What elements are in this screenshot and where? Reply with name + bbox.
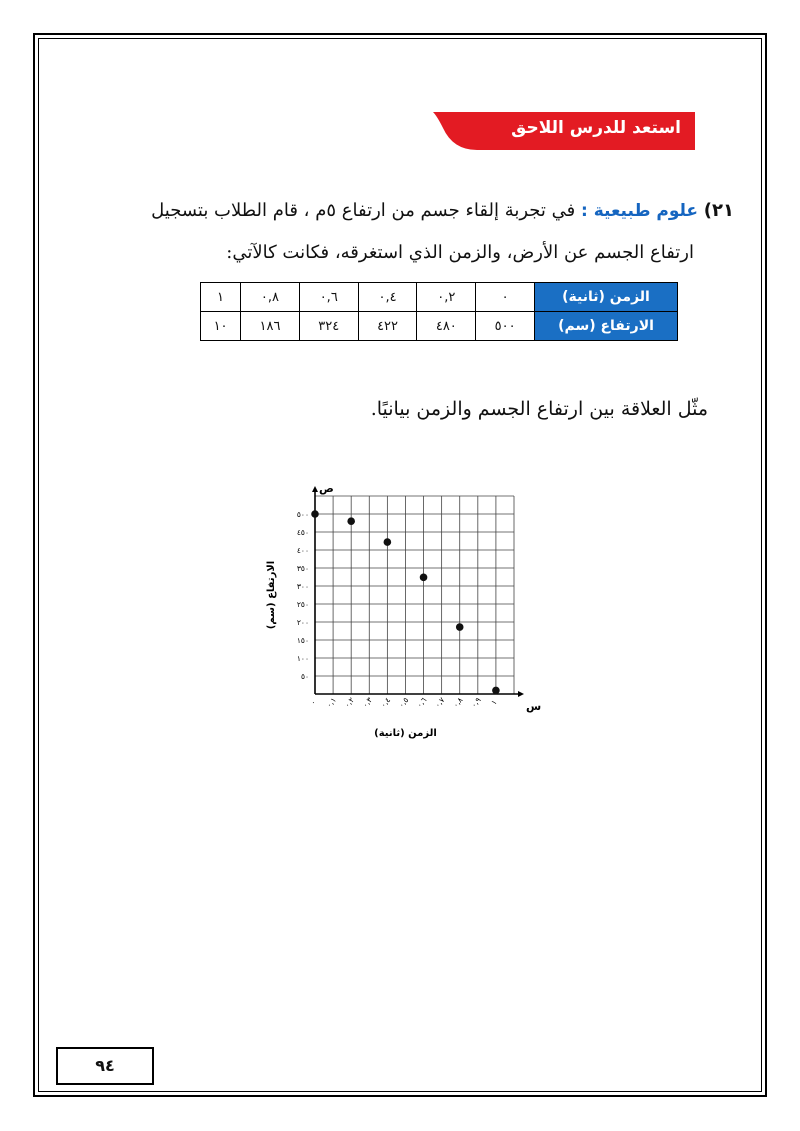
data-point: [311, 510, 319, 518]
next-lesson-banner: [433, 112, 695, 150]
x-tick-label: ٠,٣: [360, 695, 375, 710]
table-cell: ٠: [476, 283, 535, 312]
banner-title: استعد للدرس اللاحق: [511, 118, 681, 138]
scatter-graph: [262, 482, 542, 750]
y-tick-label: ١٥٠: [296, 636, 309, 645]
table-cell: ٥٠٠: [476, 312, 535, 341]
x-tick-label: ١: [489, 697, 499, 707]
table-row-header: الزمن (ثانية): [535, 283, 678, 312]
table-cell: ١٠: [201, 312, 241, 341]
table-cell: ٠,٤: [358, 283, 417, 312]
y-tick-label: ٤٠٠: [296, 546, 309, 555]
y-tick-label: ٤٥٠: [296, 528, 309, 537]
data-point: [456, 623, 464, 631]
x-tick-label: ٠,٦: [414, 695, 429, 710]
data-point: [347, 517, 355, 525]
question-text-1: في تجربة إلقاء جسم من ارتفاع ٥م ، قام الطلاب بتسجيل: [151, 200, 576, 221]
y-tick-label: ٣٠٠: [296, 582, 309, 591]
x-tick-label: ٠,٩: [469, 695, 483, 710]
question-number: ٢١): [703, 200, 734, 221]
table-cell: ٤٢٢: [358, 312, 417, 341]
x-tick-label: ٠: [308, 697, 318, 707]
x-axis-arrow: [518, 691, 524, 697]
data-point: [420, 574, 428, 582]
table-cell: ٠,٢: [417, 283, 476, 312]
data-point: [492, 687, 500, 695]
y-axis-title: الارتفاع (سم): [266, 560, 277, 630]
x-tick-label: ٠,٤: [378, 695, 393, 710]
x-axis-symbol: س: [526, 700, 542, 713]
table-row-header: الارتفاع (سم): [535, 312, 678, 341]
y-tick-label: ٢٠٠: [296, 618, 309, 627]
y-axis-symbol: ص: [319, 482, 334, 495]
table-row: [201, 312, 678, 341]
data-point: [384, 538, 392, 546]
x-tick-label: ٠,٧: [432, 695, 447, 710]
x-tick-label: ٠,٥: [396, 695, 411, 710]
task-instruction: مثّل العلاقة بين ارتفاع الجسم والزمن بيانيًا.: [370, 398, 708, 420]
table-cell: ٠,٨: [241, 283, 300, 312]
x-tick-label: ٠,١: [324, 695, 338, 710]
question-line-2: ارتفاع الجسم عن الأرض، والزمن الذي استغرقه، فكانت كالآتي:: [226, 242, 694, 263]
y-tick-label: ٣٥٠: [296, 564, 309, 573]
y-tick-label: ٥٠: [300, 672, 309, 681]
page-number: ٩٤: [56, 1047, 154, 1085]
table-cell: ٠,٦: [299, 283, 358, 312]
x-tick-label: ٠,٨: [451, 695, 465, 710]
table-cell: ٣٢٤: [299, 312, 358, 341]
y-tick-label: ٥٠٠: [296, 510, 309, 519]
table-cell: ٤٨٠: [417, 312, 476, 341]
data-table: [200, 282, 678, 341]
question-line-1: [151, 200, 734, 221]
table-cell: ١٨٦: [241, 312, 300, 341]
table-cell: ١: [201, 283, 241, 312]
y-tick-label: ٢٥٠: [296, 600, 309, 609]
x-axis-title: الزمن (ثانية): [374, 728, 437, 739]
x-tick-label: ٠,٢: [342, 695, 357, 710]
question-subject: علوم طبيعية :: [581, 201, 699, 221]
y-tick-label: ١٠٠: [296, 654, 309, 663]
table-row: [201, 283, 678, 312]
